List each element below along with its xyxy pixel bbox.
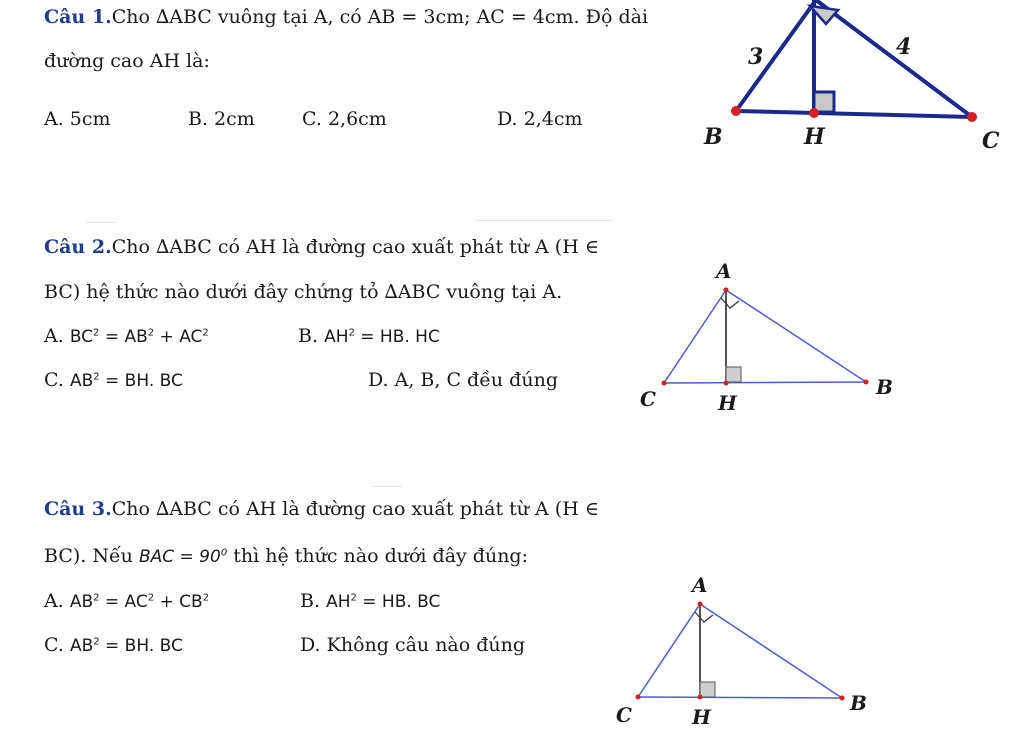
q3-right-angle-a [695, 612, 713, 622]
q3-side-ab [700, 604, 842, 698]
q1-side-bc [736, 111, 972, 117]
q1-label: Câu 1. [44, 6, 112, 28]
divider-3 [372, 486, 402, 487]
q2-side-ac [664, 290, 726, 383]
q3-side-cb [638, 697, 842, 698]
q1-point-b [731, 106, 741, 116]
q3-text-2-post: thì hệ thức nào dưới đây đúng: [233, 545, 528, 567]
q1-side-ac [816, 0, 972, 117]
q3-option-b: B. $AH^2$ = HB. BC [300, 590, 441, 612]
q3-label-a: A [692, 573, 708, 597]
q3-label: Câu 3. [44, 498, 112, 520]
q2-option-c: C. $AB^2$ = BH. BC [44, 369, 183, 391]
q3-angle-degree: 0 [220, 547, 228, 559]
q1-triangle-figure [690, 0, 1020, 160]
q1-label-b: B [704, 124, 723, 150]
q1-label-c: C [982, 128, 1000, 154]
q3-option-a-prefix: A. [44, 590, 64, 612]
q2-right-angle-h [726, 367, 741, 382]
q1-option-d: D. 2,4cm [497, 108, 583, 130]
q2-line1 [44, 236, 599, 258]
q3-label-c: C [616, 703, 632, 727]
q1-point-h [809, 108, 819, 118]
q1-option-b: B. 2cm [188, 108, 255, 130]
divider-2 [476, 220, 612, 221]
q1-point-c [967, 112, 977, 122]
q2-point-a [724, 288, 729, 293]
q2-label-b: B [876, 375, 893, 399]
q3-point-a [698, 602, 703, 607]
q2-label-h: H [718, 391, 737, 415]
q1-label-4: 4 [896, 34, 912, 60]
q2-label-a: A [716, 259, 732, 283]
q3-option-d: D. Không câu nào đúng [300, 634, 526, 656]
q2-label-c: C [640, 387, 656, 411]
q2-side-ab [726, 290, 866, 382]
q1-line1 [44, 6, 648, 28]
q3-text-2-pre: BC). Nếu [44, 545, 133, 567]
q2-point-c [662, 381, 667, 386]
q2-label: Câu 2. [44, 236, 112, 258]
q2-point-b [864, 380, 869, 385]
q2-option-c-prefix: C. [44, 369, 64, 391]
q3-option-b-prefix: B. [300, 590, 321, 612]
q3-text-1: Cho ∆ABC có AH là đường cao xuất phát từ A (H ∈ [111, 498, 599, 520]
q2-right-angle-a [721, 298, 739, 308]
q2-side-cb [664, 382, 866, 383]
q3-line1 [44, 498, 599, 520]
q3-triangle-figure [612, 570, 872, 729]
q1-text-1: Cho ∆ABC vuông tại A, có AB = 3cm; AC = 4cm. Độ dài [111, 6, 649, 28]
q1-label-h: H [804, 124, 825, 150]
q1-option-c: C. 2,6cm [302, 108, 387, 130]
q3-side-ac [638, 604, 700, 697]
q2-option-b: B. $AH^2$ = HB. HC [298, 325, 440, 347]
q3-option-a: A. $AB^2 = AC^2 + CB^2$ [44, 590, 210, 612]
q2-option-d: D. A, B, C đều đúng [368, 369, 558, 391]
q3-line2 [44, 545, 528, 567]
q2-line2: BC) hệ thức nào dưới đây chứng tỏ ∆ABC vuông tại A. [44, 281, 563, 303]
q2-text-1: Cho ∆ABC có AH là đường cao xuất phát từ A (H ∈ [111, 236, 599, 258]
q3-right-angle-h [700, 682, 715, 697]
divider-1 [86, 222, 116, 223]
q3-option-c-prefix: C. [44, 634, 64, 656]
q1-label-3: 3 [748, 44, 764, 70]
q2-point-h [724, 381, 729, 386]
q1-line2: đường cao AH là: [44, 50, 210, 72]
q2-option-b-prefix: B. [298, 325, 319, 347]
q3-option-c: C. $AB^2$ = BH. BC [44, 634, 183, 656]
q2-option-a: A. $BC^2 = AB^2 + AC^2$ [44, 325, 209, 347]
q3-label-h: H [692, 705, 711, 729]
q3-point-b [840, 696, 845, 701]
q3-angle-expr [139, 547, 227, 567]
q1-option-a: A. 5cm [44, 108, 111, 130]
q3-label-b: B [850, 691, 867, 715]
q2-option-a-prefix: A. [44, 325, 64, 347]
q3-angle-text: BAC = 90 [138, 547, 221, 567]
q3-point-c [636, 695, 641, 700]
q3-point-h [698, 695, 703, 700]
q2-triangle-figure [636, 256, 896, 416]
